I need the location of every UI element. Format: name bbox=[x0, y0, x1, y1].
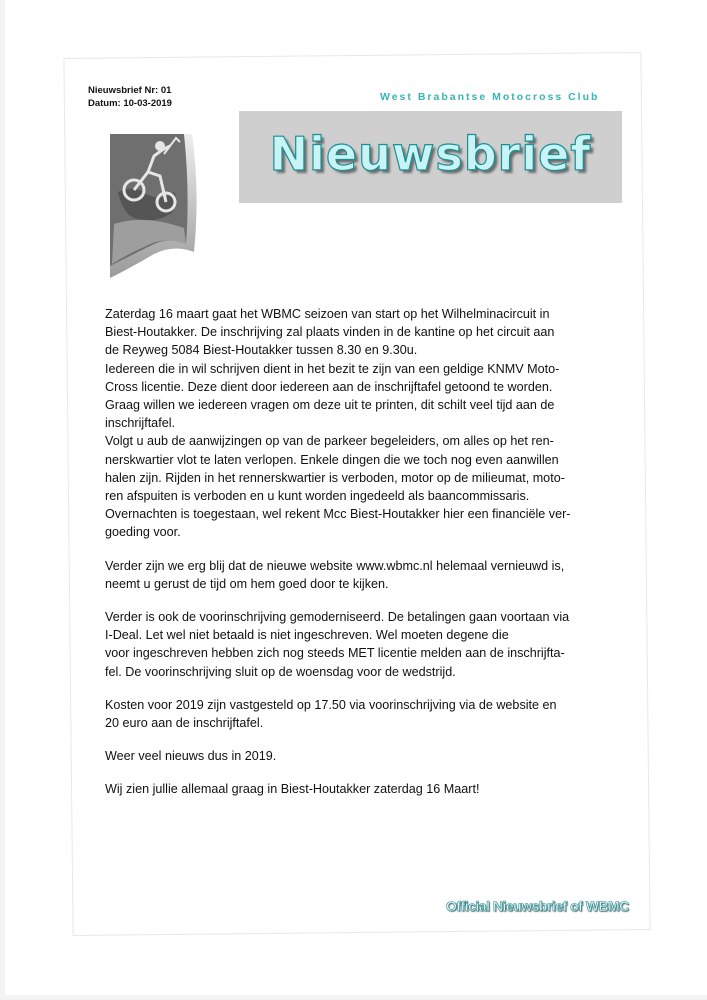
paragraph-closing: Wij zien jullie allemaal graag in Biest-Houtakker zaterdag 16 Maart! bbox=[105, 782, 480, 797]
newsletter-title: Nieuwsbrief bbox=[269, 127, 592, 181]
issue-meta bbox=[88, 84, 172, 110]
club-name: West Brabantse Motocross Club bbox=[380, 91, 600, 103]
issue-number: Nieuwsbrief Nr: 01 bbox=[88, 85, 172, 96]
motocross-rider-map-icon bbox=[104, 132, 204, 282]
paragraph-website: Verder zijn we erg blij dat de nieuwe website www.wbmc.nl helemaal vernieuwd is, neemt u gerust de tijd om hem goed door te kijken. bbox=[105, 558, 565, 591]
footer-tagline: Official Nieuwsbrief of WBMC bbox=[446, 898, 629, 914]
frame-edge-left bbox=[0, 0, 5, 1000]
frame-edge-bottom bbox=[0, 995, 707, 1000]
paragraph-preregistration: Verder is ook de voorinschrijving gemoderniseerd. De betalingen gaan voortaan via I-Deal. Let wel niet betaald is niet ingeschreven. Wel moeten degene die voor ingeschreven hebben zich nog steeds MET licentie melden aan de inschrijfta- fel. De voorinschrijving sluit op de woensdag voor de wedstrijd. bbox=[105, 610, 570, 679]
issue-date: Datum: 10-03-2019 bbox=[88, 98, 172, 109]
paragraph-season-start: Zaterdag 16 maart gaat het WBMC seizoen van start op het Wilhelminacircuit in Biest-Houtakker. De inschrijving zal plaats vinden in de kantine op het circuit aan de Reyweg 5084 Biest-Houtakker tussen 8.30 en 9.30u. Iedereen die in wil schrijven dient in het bezit te zijn van een geldige KNMV Moto- Cross licentie. Deze dient door iedereen aan de inschrijftafel getoond te worden. Graag willen we iedereen vragen om deze uit te printen, dit schilt veel tijd aan de inschrijftafel. Volgt u aub de aanwijzingen op van de parkeer begeleiders, om alles op het ren- nerskwartier vlot te laten verlopen. Enkele dingen die we toch nog even aanwillen halen zijn. Rijden in het rennerskwartier is verboden, motor op de milieumat, moto- ren afspuiten is verboden en u kunt worden ingedeeld als baancommissaris. Overnachten is toegestaan, wel rekent Mcc Biest-Houtakker hier een financiële ver- goeding voor. bbox=[105, 307, 571, 540]
paragraph-costs: Kosten voor 2019 zijn vastgesteld op 17.50 via voorinschrijving via de website en 20 euro aan de inschrijftafel. bbox=[105, 697, 557, 731]
title-banner bbox=[239, 111, 622, 203]
newsletter-body bbox=[105, 305, 605, 814]
paragraph-news: Weer veel nieuws dus in 2019. bbox=[105, 749, 277, 764]
